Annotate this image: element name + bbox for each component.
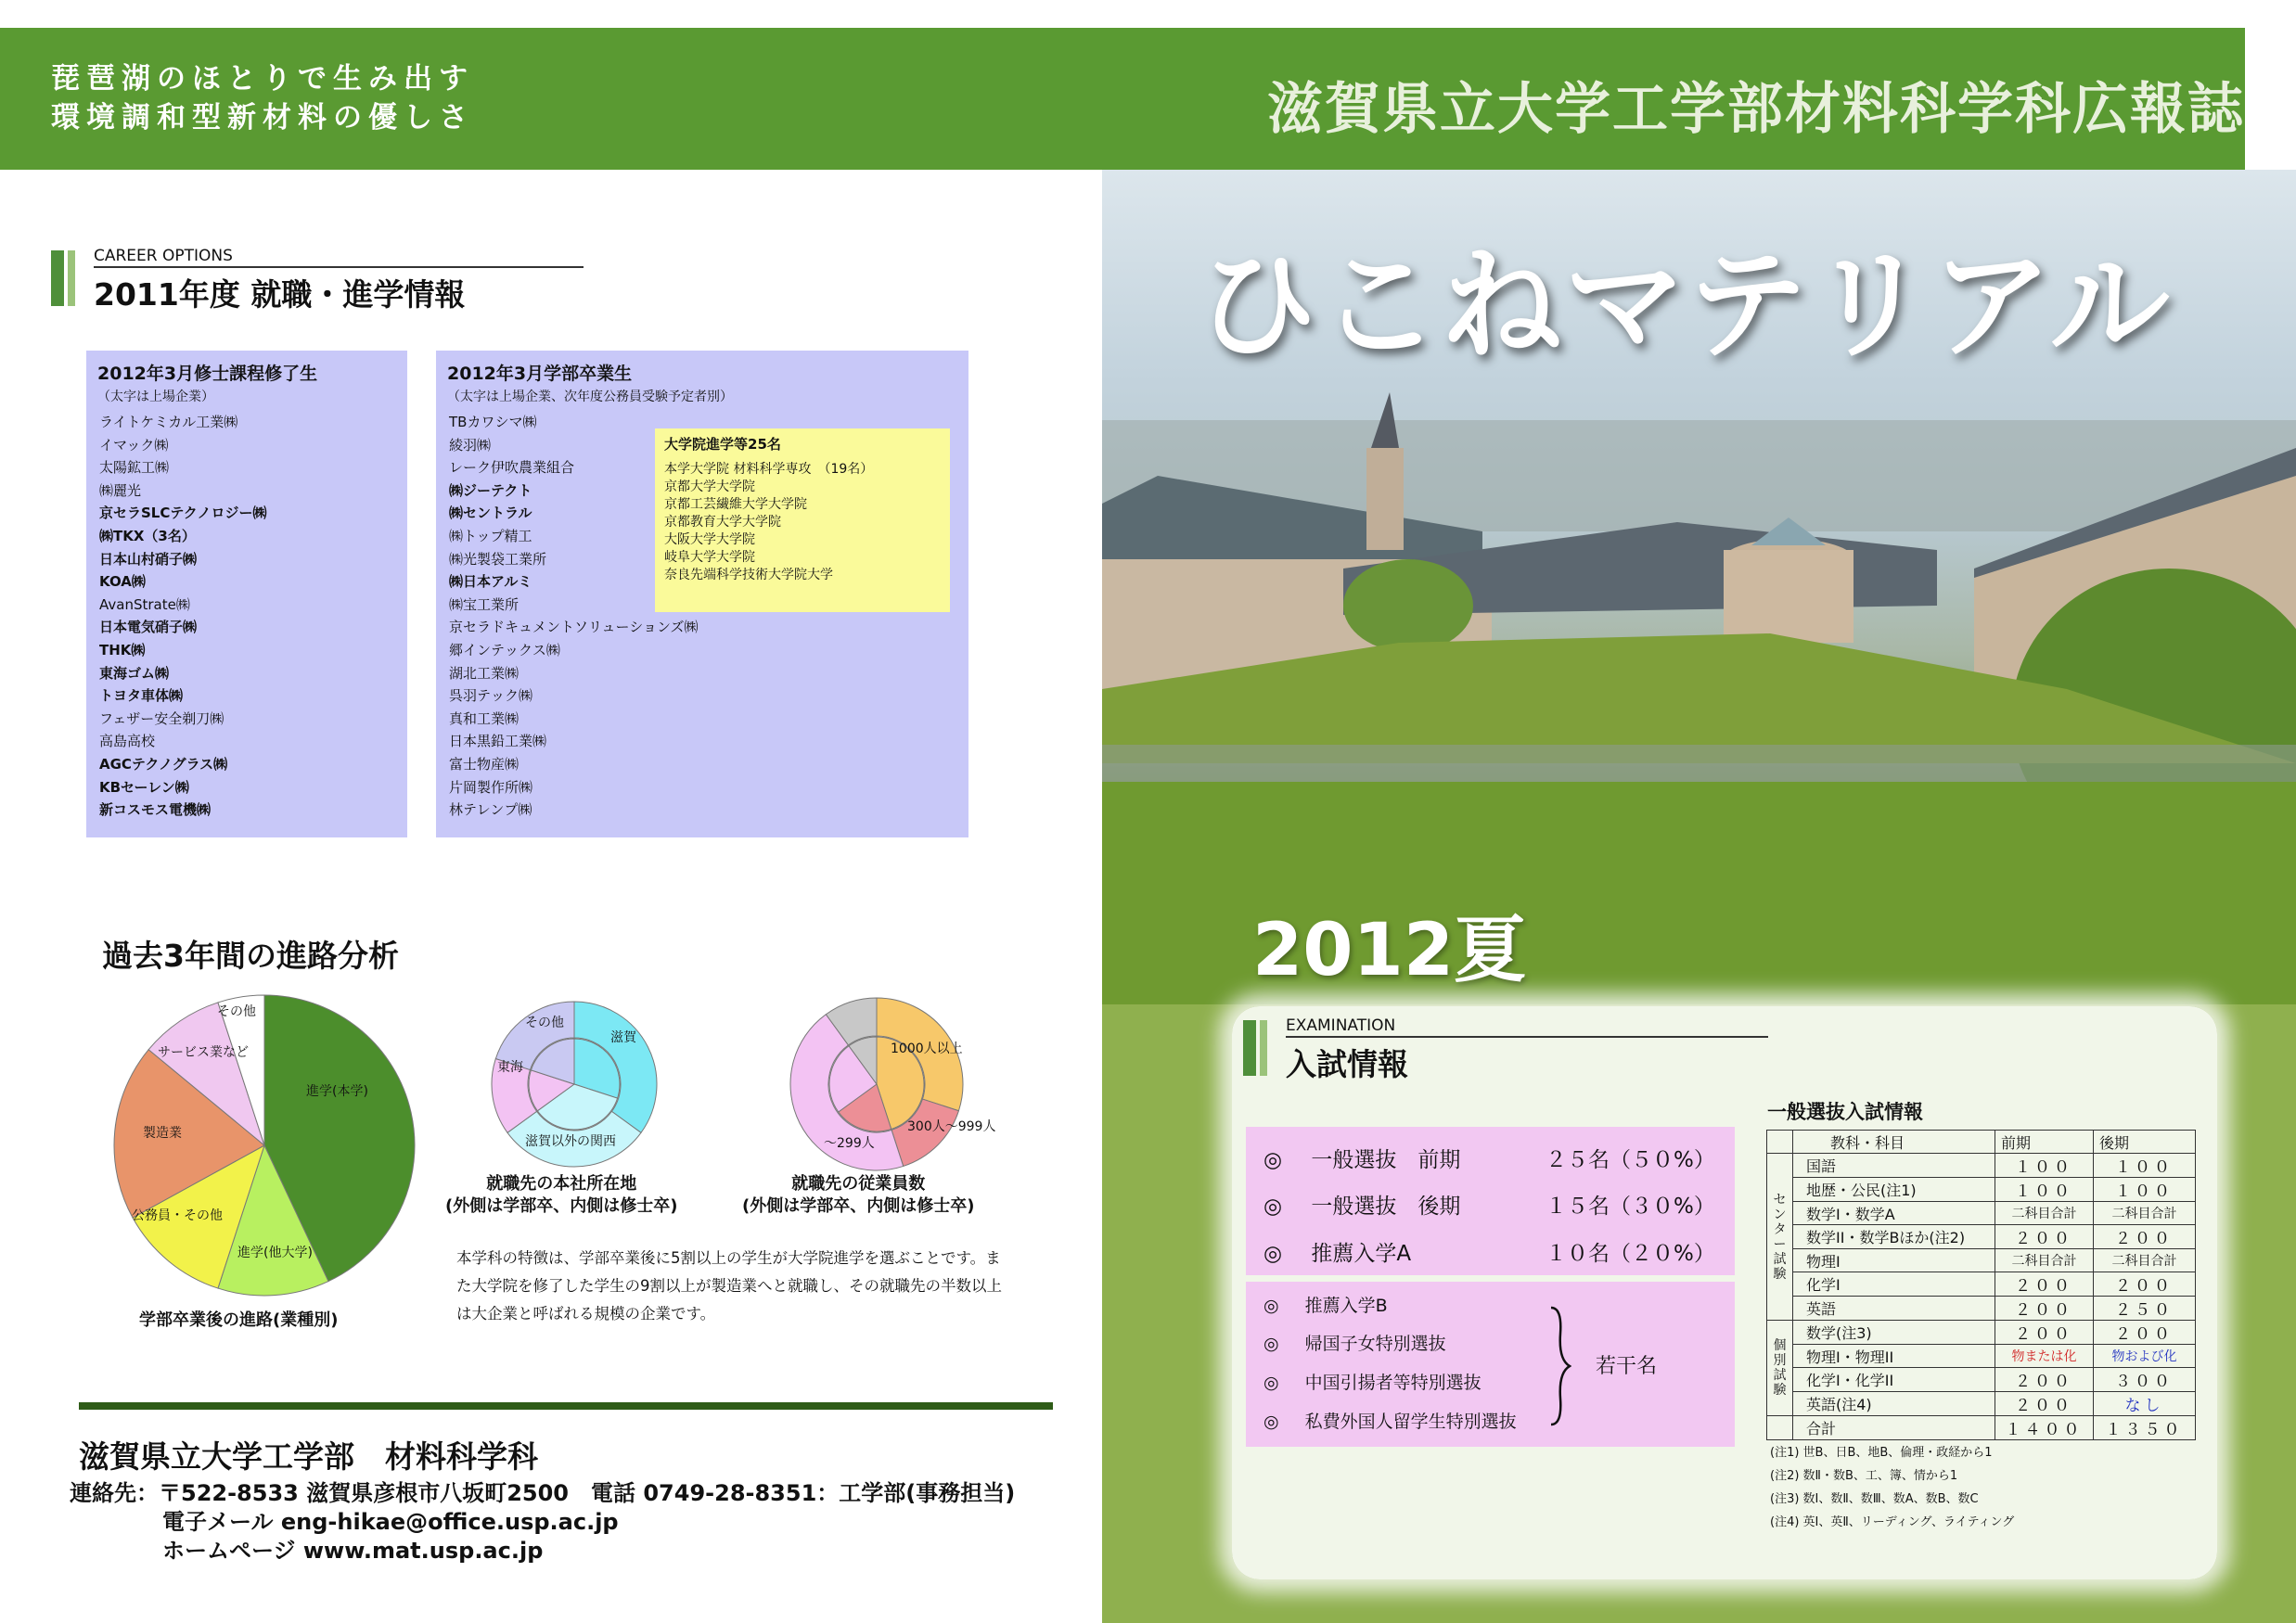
others-count: 若干名 bbox=[1596, 1355, 1658, 1378]
pie1-label-seizougyou: 製造業 bbox=[143, 1126, 182, 1141]
table-header-row bbox=[1767, 1131, 2196, 1154]
issue-label: 2012夏 bbox=[1252, 909, 1527, 992]
list-item: ㈱日本アルミ bbox=[449, 573, 532, 591]
exam-label-en: EXAMINATION bbox=[1286, 1016, 1396, 1035]
quota-mark: ◎ bbox=[1263, 1195, 1283, 1219]
list-item: AGCテクノグラス㈱ bbox=[99, 755, 228, 773]
footnote-2: (注2) 数Ⅱ・数B、工、簿、情から1 bbox=[1770, 1469, 1958, 1483]
subject-cell: 地歴・公民(注1) bbox=[1793, 1178, 1995, 1202]
other-row-2 bbox=[1263, 1330, 1446, 1355]
pie3-caption-line-2: (外側は学部卒、内側は修士卒) bbox=[742, 1196, 975, 1216]
subject-cell: 数学ⅠⅠ・数学Bほか(注2) bbox=[1793, 1225, 1995, 1249]
subject-cell: 化学Ⅰ bbox=[1793, 1272, 1995, 1297]
quota-name: 一般選抜 後期 bbox=[1311, 1195, 1461, 1219]
undergrad-title: 2012年3月学部卒業生 bbox=[447, 364, 633, 384]
list-item: ㈱光製袋工業所 bbox=[449, 550, 547, 568]
list-item: 京都工芸繊維大学大学院 bbox=[664, 497, 807, 512]
pie2-caption-line-1: 就職先の本社所在地 bbox=[486, 1174, 637, 1194]
table-row bbox=[1767, 1178, 2196, 1202]
publication-title: 滋賀県立大学工学部材料科学科広報誌 bbox=[1267, 77, 2245, 142]
list-item: 富士物産㈱ bbox=[449, 755, 519, 773]
masters-list-box bbox=[86, 351, 407, 837]
other-name: 推薦入学B bbox=[1304, 1296, 1388, 1316]
individual-exam-label-text: 個 別 試 験 bbox=[1773, 1338, 1787, 1398]
kouki-cell: １００ bbox=[2094, 1154, 2196, 1178]
subject-cell: 物理Ⅰ bbox=[1793, 1249, 1995, 1272]
header-bar bbox=[0, 28, 2245, 170]
table-row bbox=[1767, 1297, 2196, 1321]
masters-list bbox=[86, 411, 407, 822]
pie1-label-service: サービス業など bbox=[158, 1045, 249, 1060]
tagline bbox=[51, 59, 474, 137]
other-row-4 bbox=[1263, 1408, 1517, 1433]
table-row bbox=[1767, 1392, 2196, 1416]
list-item: ㈱トップ精工 bbox=[449, 527, 532, 544]
list-item: 湖北工業㈱ bbox=[449, 664, 519, 682]
section-bar-light bbox=[1260, 1020, 1267, 1076]
list-item: KOA㈱ bbox=[99, 573, 146, 591]
magazine-title: ひこねマテリアル bbox=[1197, 235, 2172, 376]
list-item: ㈱TKX（3名） bbox=[99, 527, 196, 544]
zenki-cell: １００ bbox=[1995, 1178, 2094, 1202]
pie3-label-under299: ～299人 bbox=[824, 1136, 875, 1151]
center-exam-label-text: セ ン タ ー 試 験 bbox=[1773, 1192, 1787, 1282]
zenki-cell: ２００ bbox=[1995, 1321, 2094, 1345]
table-header-subject: 教科・科目 bbox=[1793, 1131, 1995, 1154]
quota-row-zenki bbox=[1263, 1143, 1460, 1173]
list-item: 京セラドキュメントソリューションズ㈱ bbox=[449, 619, 699, 636]
table-row bbox=[1767, 1368, 2196, 1392]
kouki-cell: ２５０ bbox=[2094, 1297, 2196, 1321]
zenki-cell: 物または化 bbox=[1995, 1345, 2094, 1368]
individual-exam-label bbox=[1767, 1321, 1793, 1416]
kouki-cell: ２００ bbox=[2094, 1225, 2196, 1249]
list-item: THK㈱ bbox=[99, 641, 146, 658]
table-row bbox=[1767, 1321, 2196, 1345]
table-header-kouki: 後期 bbox=[2094, 1131, 2196, 1154]
subject-cell: 数学Ⅰ・数学A bbox=[1793, 1202, 1995, 1225]
list-item: 真和工業㈱ bbox=[449, 709, 519, 727]
pie1-label-other: その他 bbox=[217, 1004, 256, 1019]
pie2-label-kansai: 滋賀以外の関西 bbox=[525, 1134, 616, 1149]
list-item: フェザー安全剃刀㈱ bbox=[99, 709, 224, 727]
kouki-cell: ２００ bbox=[2094, 1321, 2196, 1345]
list-item: 日本電気硝子㈱ bbox=[99, 619, 198, 636]
total-zenki: １４００ bbox=[1995, 1416, 2094, 1440]
pie1-caption: 学部卒業後の進路(業種別) bbox=[139, 1310, 339, 1330]
quota-name: 推薦入学A bbox=[1311, 1242, 1412, 1266]
pie2-label-shiga: 滋賀 bbox=[610, 1030, 636, 1045]
table-total-row bbox=[1767, 1416, 2196, 1440]
quota-name: 一般選抜 前期 bbox=[1311, 1148, 1461, 1172]
pie1-label-koumuin: 公務員・その他 bbox=[132, 1208, 223, 1223]
table-row bbox=[1767, 1225, 2196, 1249]
section-bar-light bbox=[68, 250, 75, 306]
list-item: 林テレンプ㈱ bbox=[449, 801, 532, 819]
pie3-label-1000plus: 1000人以上 bbox=[891, 1042, 963, 1056]
zenki-cell: 二科目合計 bbox=[1995, 1249, 2094, 1272]
other-row-3 bbox=[1263, 1369, 1481, 1394]
list-item: 東海ゴム㈱ bbox=[99, 664, 170, 682]
quota-row-suisen-a bbox=[1263, 1236, 1411, 1267]
general-exam-title: 一般選抜入試情報 bbox=[1767, 1101, 1923, 1123]
list-item: トヨタ車体㈱ bbox=[99, 687, 184, 705]
analysis-note: 本学科の特徴は、学部卒業後に5割以上の学生が大学院進学を選ぶことです。また大学院を修了した学生の9割以上が製造業へと就職し、その就職先の半数以上は大企業と呼ばれる規模の企業です。 bbox=[456, 1249, 1002, 1323]
list-item: ㈱宝工業所 bbox=[449, 595, 519, 613]
pie3-caption bbox=[742, 1173, 974, 1218]
other-name: 中国引揚者等特別選抜 bbox=[1304, 1373, 1481, 1393]
zenki-cell: 二科目合計 bbox=[1995, 1202, 2094, 1225]
quota-mark: ◎ bbox=[1263, 1148, 1283, 1172]
masters-title: 2012年3月修士課程修了生 bbox=[97, 364, 318, 384]
section-bar bbox=[1243, 1020, 1256, 1076]
career-title: 2011年度 就職・進学情報 bbox=[94, 276, 466, 313]
zenki-cell: ２００ bbox=[1995, 1392, 2094, 1416]
list-item: 岐阜大学大学院 bbox=[664, 550, 755, 565]
kouki-cell: 物および化 bbox=[2094, 1345, 2196, 1368]
quota-mark: ◎ bbox=[1263, 1242, 1283, 1266]
list-item: 京都教育大学大学院 bbox=[664, 515, 781, 530]
subject-cell: 物理Ⅰ・物理ⅠⅠ bbox=[1793, 1345, 1995, 1368]
table-row bbox=[1767, 1154, 2196, 1178]
contact-email[interactable]: 電子メール eng-hikae@office.usp.ac.jp bbox=[162, 1509, 619, 1535]
general-exam-table bbox=[1766, 1130, 2196, 1440]
footer-rule bbox=[79, 1402, 1053, 1410]
total-side-cell bbox=[1767, 1416, 1793, 1440]
other-name: 帰国子女特別選抜 bbox=[1304, 1334, 1446, 1354]
list-item: KBセーレン㈱ bbox=[99, 778, 189, 796]
subject-cell: 国語 bbox=[1793, 1154, 1995, 1178]
section-rule bbox=[1286, 1036, 1768, 1038]
other-mark: ◎ bbox=[1263, 1373, 1279, 1393]
list-item: 綾羽㈱ bbox=[449, 436, 492, 454]
footnote-3: (注3) 数Ⅰ、数Ⅱ、数Ⅲ、数A、数B、数C bbox=[1770, 1492, 1979, 1506]
quota-count-suisen-a: １０名（２０%） bbox=[1546, 1242, 1715, 1266]
pie3-caption-line-1: 就職先の従業員数 bbox=[791, 1174, 926, 1194]
list-item: 日本山村硝子㈱ bbox=[99, 550, 198, 568]
kouki-cell: なし bbox=[2094, 1392, 2196, 1416]
list-item: 呉羽テック㈱ bbox=[449, 687, 533, 705]
pie2-label-other: その他 bbox=[525, 1016, 564, 1030]
masters-subtitle: （太字は上場企業） bbox=[97, 390, 214, 404]
list-item: 日本黒鉛工業㈱ bbox=[449, 733, 547, 750]
pie-chart-employee-count bbox=[789, 996, 965, 1172]
tagline-line-2: 環境調和型新材料の優しさ bbox=[51, 101, 474, 134]
list-item: 新コスモス電機㈱ bbox=[99, 801, 212, 819]
pie2-caption-line-2: (外側は学部卒、内側は修士卒) bbox=[445, 1196, 678, 1216]
zenki-cell: １００ bbox=[1995, 1154, 2094, 1178]
subject-cell: 英語 bbox=[1793, 1297, 1995, 1321]
list-item: 片岡製作所㈱ bbox=[449, 778, 533, 796]
graduate-school-title: 大学院進学等25名 bbox=[664, 436, 781, 453]
list-item: 郷インテックス㈱ bbox=[449, 641, 560, 658]
table-corner bbox=[1767, 1131, 1793, 1154]
contact-address: 連絡先：〒522-8533 滋賀県彦根市八坂町2500 電話 0749-28-8351：工学部(事務担当) bbox=[70, 1480, 1016, 1506]
quota-count-kouki: １５名（３０%） bbox=[1546, 1195, 1715, 1219]
career-label-en: CAREER OPTIONS bbox=[94, 247, 233, 265]
list-item: 高島高校 bbox=[99, 733, 156, 750]
section-rule bbox=[94, 266, 584, 268]
graduate-school-box bbox=[655, 428, 950, 612]
graduate-school-list bbox=[664, 461, 941, 584]
subject-cell: 英語(注4) bbox=[1793, 1392, 1995, 1416]
list-item: TBカワシマ㈱ bbox=[449, 414, 537, 430]
kouki-cell: 二科目合計 bbox=[2094, 1202, 2196, 1225]
table-row bbox=[1767, 1345, 2196, 1368]
table-row bbox=[1767, 1249, 2196, 1272]
pie1-label-honkou: 進学(本学) bbox=[306, 1084, 368, 1099]
list-item: レーク伊吹農業組合 bbox=[449, 459, 575, 477]
other-mark: ◎ bbox=[1263, 1296, 1279, 1316]
zenki-cell: ２００ bbox=[1995, 1225, 2094, 1249]
kouki-cell: 二科目合計 bbox=[2094, 1249, 2196, 1272]
subject-cell: 化学Ⅰ・化学ⅠⅠ bbox=[1793, 1368, 1995, 1392]
list-item: 奈良先端科学技術大学院大学 bbox=[664, 568, 833, 582]
list-item: イマック㈱ bbox=[99, 436, 169, 454]
zenki-cell: ２００ bbox=[1995, 1272, 2094, 1297]
list-item: 京セラSLCテクノロジー㈱ bbox=[99, 505, 267, 522]
pie2-label-tokai: 東海 bbox=[497, 1060, 523, 1075]
list-item: 本学大学院 材料科学専攻 （19名） bbox=[664, 462, 874, 477]
list-item: 太陽鉱工㈱ bbox=[99, 459, 170, 477]
total-label: 合計 bbox=[1793, 1416, 1995, 1440]
tagline-line-1: 琵琶湖のほとりで生み出す bbox=[51, 62, 474, 96]
footnote-4: (注4) 英Ⅰ、英Ⅱ、リーディング、ライティング bbox=[1770, 1515, 2015, 1529]
zenki-cell: ２００ bbox=[1995, 1368, 2094, 1392]
list-item: ㈱ジーテクト bbox=[449, 481, 532, 499]
list-item: AvanStrate㈱ bbox=[99, 595, 190, 613]
center-exam-label bbox=[1767, 1154, 1793, 1321]
list-item: ライトケミカル工業㈱ bbox=[99, 414, 238, 430]
exam-title: 入試情報 bbox=[1286, 1046, 1408, 1082]
pie3-label-300-999: 300人～999人 bbox=[907, 1119, 996, 1134]
contact-info bbox=[70, 1479, 1015, 1565]
other-row-1 bbox=[1263, 1292, 1388, 1317]
analysis-title: 過去3年間の進路分析 bbox=[102, 938, 399, 974]
other-mark: ◎ bbox=[1263, 1412, 1279, 1432]
quota-count-zenki: ２５名（５０%） bbox=[1546, 1148, 1715, 1172]
section-bar bbox=[51, 250, 64, 306]
kouki-cell: ３００ bbox=[2094, 1368, 2196, 1392]
subject-cell: 数学(注3) bbox=[1793, 1321, 1995, 1345]
department-name: 滋賀県立大学工学部 材料科学科 bbox=[79, 1438, 538, 1475]
total-kouki: １３５０ bbox=[2094, 1416, 2196, 1440]
list-item: 大阪大学大学院 bbox=[664, 532, 755, 547]
list-item: ㈱セントラル bbox=[449, 505, 532, 522]
kouki-cell: １００ bbox=[2094, 1178, 2196, 1202]
table-row bbox=[1767, 1272, 2196, 1297]
list-item: 京都大学大学院 bbox=[664, 479, 755, 494]
pie2-caption bbox=[445, 1173, 677, 1218]
kouki-cell: ２００ bbox=[2094, 1272, 2196, 1297]
footnote-1: (注1) 世B、日B、地B、倫理・政経から1 bbox=[1770, 1446, 1993, 1460]
brace-icon bbox=[1547, 1306, 1571, 1426]
list-item: ㈱麗光 bbox=[99, 481, 142, 499]
other-mark: ◎ bbox=[1263, 1334, 1279, 1354]
contact-homepage[interactable]: ホームページ www.mat.usp.ac.jp bbox=[162, 1538, 544, 1564]
other-name: 私費外国人留学生特別選抜 bbox=[1304, 1412, 1517, 1432]
table-row bbox=[1767, 1202, 2196, 1225]
pie1-label-tadaigaku: 進学(他大学) bbox=[237, 1246, 313, 1260]
undergrad-subtitle: （太字は上場企業、次年度公務員受験予定者別） bbox=[447, 390, 733, 404]
zenki-cell: ２００ bbox=[1995, 1297, 2094, 1321]
quota-row-kouki bbox=[1263, 1189, 1460, 1220]
table-header-zenki: 前期 bbox=[1995, 1131, 2094, 1154]
